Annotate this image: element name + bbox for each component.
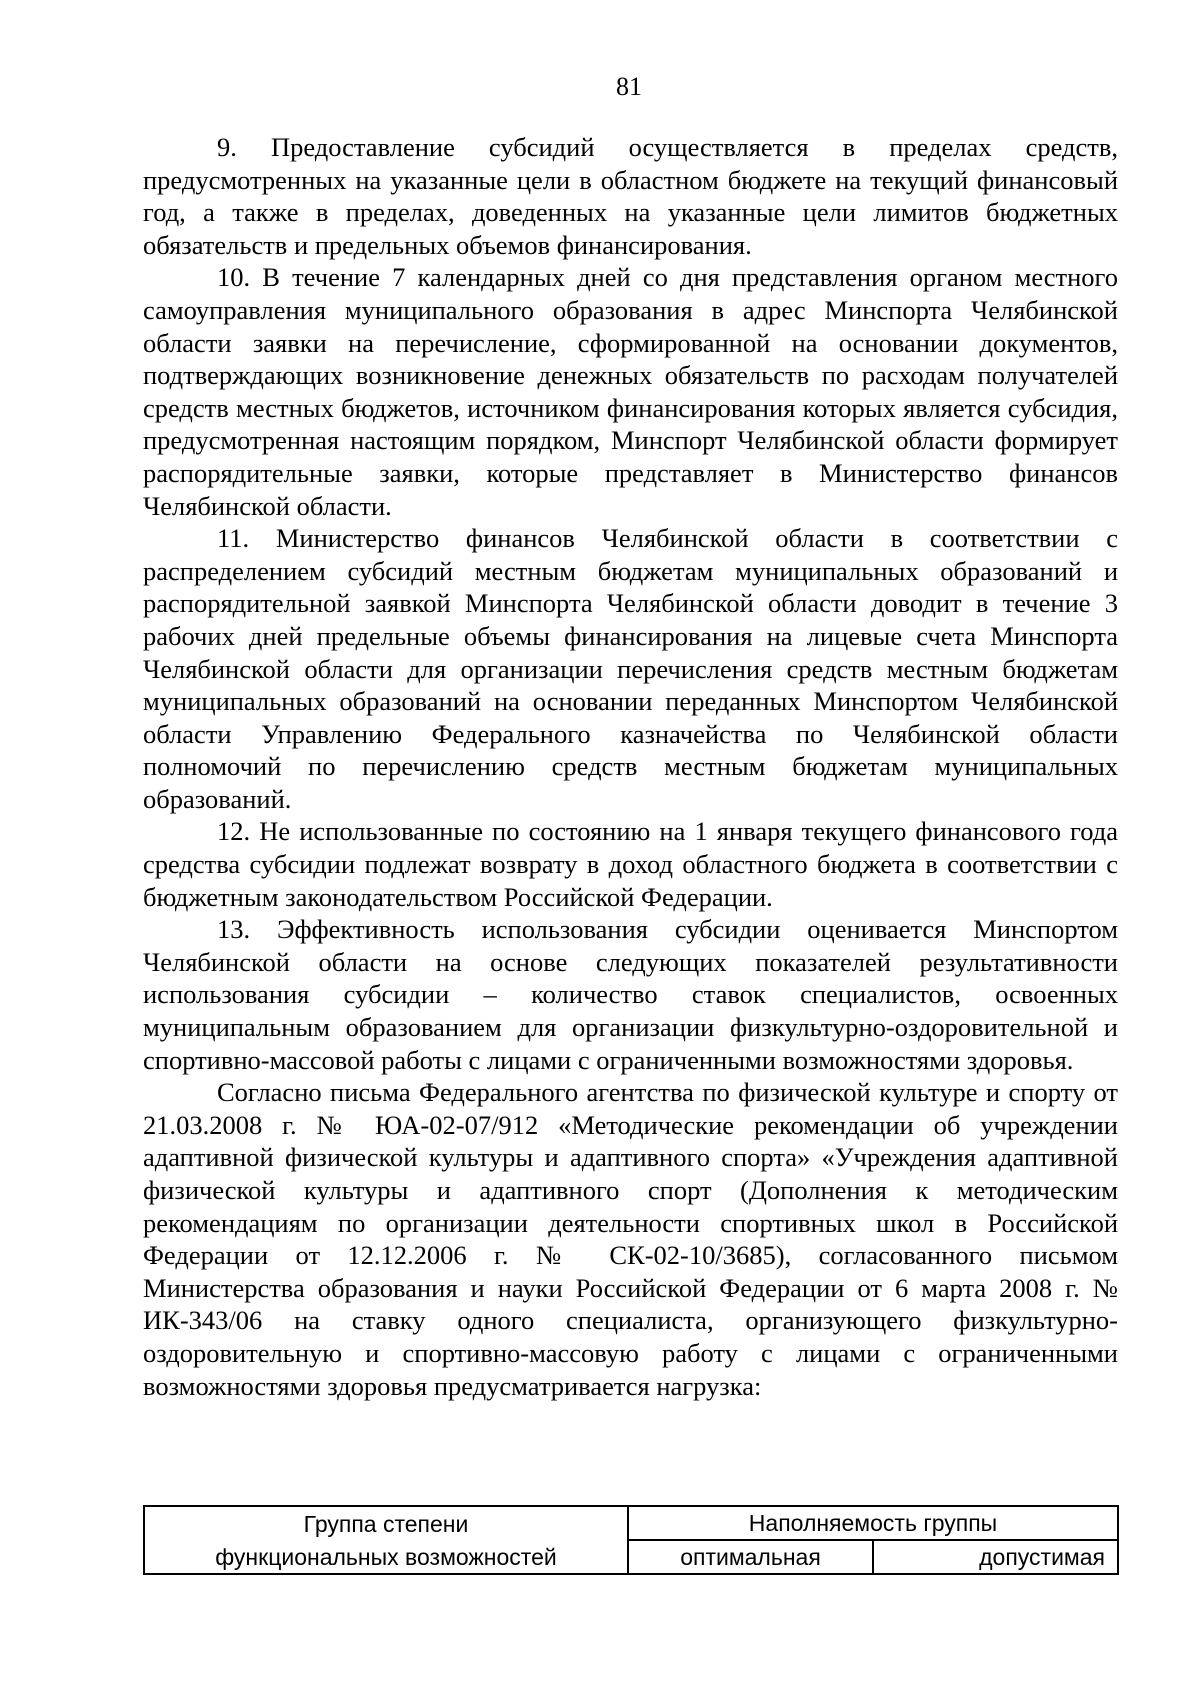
paragraph-11: 11. Министерство финансов Челябинской области в соответствии с распределением субсидий местным бюджетам муниципальных образований и распорядительной заявкой Минспорта Челябинской области доводит в течение 3 рабочих дней предельные объемы финансирования на лицевые счета Минспорта Челябинской области для организации перечисления средств местным бюджетам муниципальных образований на основании переданных Минспортом Челябинской области Управлению Федерального казначейства по Челябинской области полномочий по перечислению средств местным бюджетам муниципальных образований. — [143, 523, 1118, 814]
paragraph-10: 10. В течение 7 календарных дней со дня представления органом местного самоуправления муниципального образования в адрес Минспорта Челябинской области заявки на перечисление, сформированной на основании документов, подтверждающих возникновение денежных обязательств по расходам получателей средств местных бюджетов, источником финансирования которых является субсидия, предусмотренная настоящим порядком, Минспорт Челябинской области формирует распорядительные заявки, которые представляет в Министерство финансов Челябинской области. — [143, 262, 1118, 521]
table-header-row-2 — [144, 1540, 1118, 1574]
page-number: 81 — [616, 72, 642, 101]
paragraph-13: 13. Эффективность использования субсидии оценивается Минспортом Челябинской области на основе следующих показателей результативности использования субсидии – количество ставок специалистов, освоенных муниципальным образованием для организации физкультурно-оздоровительной и спортивно-массовой работы с лицами с ограниченными возможностями здоровья. — [143, 914, 1118, 1075]
paragraph-12: 12. Не использованные по состоянию на 1 января текущего финансового года средства субсидии подлежат возврату в доход областного бюджета в соответствии с бюджетным законодательством Российской Федерации. — [143, 816, 1118, 912]
group-header-cell-line1: Группа степени — [144, 1506, 628, 1540]
optimal-header-cell: оптимальная — [628, 1540, 873, 1574]
fill-header-cell: Наполняемость группы — [628, 1506, 1118, 1540]
document-body — [143, 131, 1118, 1402]
paragraph-9: 9. Предоставление субсидий осуществляется в пределах средств, предусмотренных на указанные цели в областном бюджете на текущий финансовый год, а также в пределах, доведенных на указанные цели лимитов бюджетных обязательств и предельных объемов финансирования. — [143, 132, 1118, 260]
group-header-cell-line2: функциональных возможностей — [144, 1540, 628, 1574]
paragraph-letter-reference: Согласно письма Федерального агентства по физической культуре и спорту от 21.03.2008 г. № ЮА-02-07/912 «Методические рекомендации об учреждении адаптивной физической культуры и адаптивного спорта» «Учреждения адаптивной физической культуры и адаптивного спорт (Дополнения к методическим рекомендациям по организации деятельности спортивных школ в Российской Федерации от 12.12.2006 г. № СК-02-10/3685), согласованного письмом Министерства образования и науки Российской Федерации от 6 марта 2008 г. № ИК-343/06 на ставку одного специалиста, организующего физкультурно-оздоровительную и спортивно-массовую работу с лицами с ограниченными возможностями здоровья предусматривается нагрузка: — [143, 1077, 1118, 1401]
table-header-row-1 — [144, 1506, 1118, 1540]
allowed-header-cell: допустимая — [873, 1540, 1118, 1574]
group-capacity-table — [143, 1505, 1119, 1575]
